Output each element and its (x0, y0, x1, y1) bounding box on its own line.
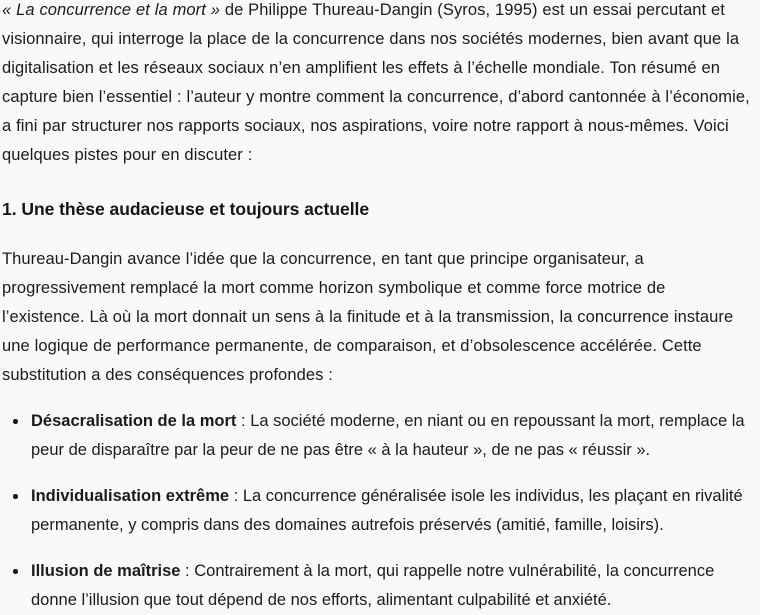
section-paragraph: Thureau-Dangin avance l’idée que la concurrence, en tant que principe organisateur, a progressivement remplacé la mort comme horizon symbolique et comme force motrice de l’existence. Là où la mort donnait un sens à la finitude et à la transmission, la concurrence instaure une logique de performance permanente, de comparaison, et d’obsolescence accélérée. Cette substitution a des conséquences profondes : (2, 250, 734, 384)
spacer-before-heading (2, 170, 752, 197)
list-item-text: La concurrence généralisée isole les individus, les plaçant en rivalité permanente, y compris dans des domaines autrefois préservés (amitié, famille, loisirs). (31, 487, 743, 534)
spacer-before-list (2, 390, 752, 407)
list-item-separator: : (180, 562, 195, 580)
bullet-point-icon (13, 569, 18, 574)
book-title: « La concurrence et la mort » (2, 1, 220, 19)
list-item-term: Illusion de maîtrise (31, 562, 181, 580)
consequences-list (2, 407, 752, 615)
section-heading: 1. Une thèse audacieuse et toujours actuelle (2, 199, 370, 219)
spacer-after-heading (2, 221, 752, 245)
list-item-text: La société moderne, en niant ou en repoussant la mort, remplace la peur de disparaître par la peur de ne pas être « à la hauteur », de ne pas « réussir ». (31, 412, 745, 459)
list-item (2, 407, 752, 465)
bullet-point-icon (13, 419, 18, 424)
list-item-separator: : (229, 487, 243, 505)
list-item-text: Contrairement à la mort, qui rappelle notre vulnérabilité, la concurrence donne l’illusion que tout dépend de nos efforts, alimentant culpabilité et anxiété. (31, 562, 715, 609)
list-item (2, 482, 752, 540)
list-item-term: Désacralisation de la mort (31, 412, 237, 430)
intro-paragraph (2, 0, 752, 170)
intro-paragraph-text: de Philippe Thureau-Dangin (Syros, 1995) est un essai percutant et visionnaire, qui interroge la place de la concurrence dans nos sociétés modernes, bien avant que la digitalisation et les réseaux sociaux n’en amplifient les effets à l’échelle mondiale. Ton résumé en capture bien l’essentiel : l’auteur y montre comment la concurrence, d’abord cantonnée à l’économie, a fini par structurer nos rapports sociaux, nos aspirations, voire notre rapport à nous-mêmes. Voici quelques pistes pour en discuter : (2, 1, 750, 164)
list-item-term: Individualisation extrême (31, 487, 230, 505)
list-item (2, 557, 752, 615)
bullet-point-icon (13, 494, 18, 499)
list-item-separator: : (236, 412, 251, 430)
